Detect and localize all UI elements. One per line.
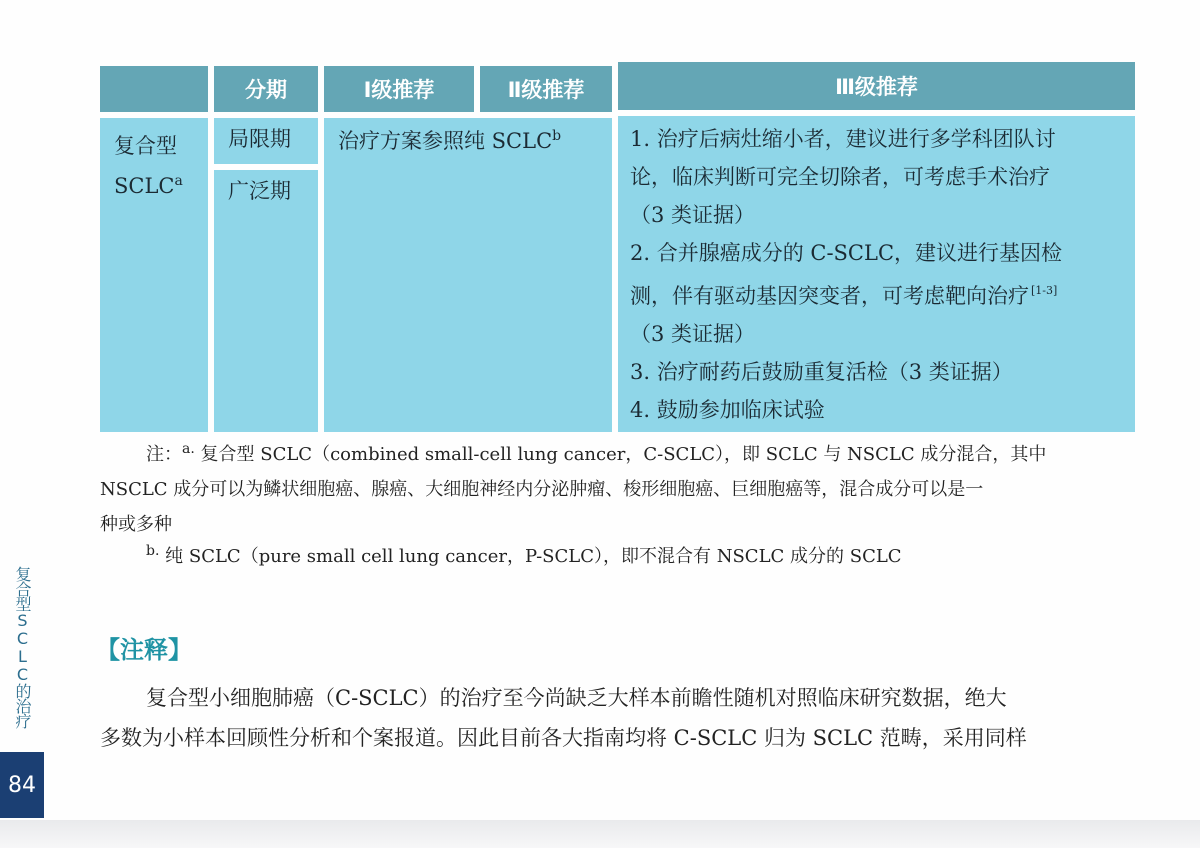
section-paragraph (100, 678, 1140, 758)
cell-level1 (324, 118, 612, 432)
type-abbr: SCLC (114, 174, 175, 198)
header-level2: Ⅱ级推荐 (480, 66, 612, 112)
cell-type (100, 118, 208, 432)
level3-line: 3. 治疗耐药后鼓励重复活检（3 类证据） (630, 360, 1013, 384)
level3-line: （3 类证据） (630, 322, 756, 346)
cell-level3 (618, 116, 1135, 432)
note-a (100, 437, 1140, 542)
page-edge-shadow (0, 820, 1200, 848)
note-prefix: 注： (146, 444, 182, 465)
note-a-line2: NSCLC 成分可以为鳞状细胞癌、腺癌、大细胞神经内分泌肿瘤、梭形细胞癌、巨细胞癌等，混合成分可以是一 (100, 479, 984, 500)
header-cell-empty (100, 66, 208, 112)
note-b-mark: b. (146, 543, 160, 559)
note-a-line3: 种或多种 (100, 514, 172, 535)
page-number: 84 (0, 752, 44, 818)
header-level3: Ⅲ级推荐 (618, 62, 1135, 110)
level1-footnote-mark: b (552, 128, 562, 144)
level3-line: 4. 鼓励参加临床试验 (630, 398, 825, 422)
note-a-mark: a. (182, 441, 195, 457)
reference-mark: [1-3] (1031, 284, 1058, 297)
type-footnote-mark: a (174, 173, 183, 189)
paragraph-line: 复合型小细胞肺癌（C-SCLC）的治疗至今尚缺乏大样本前瞻性随机对照临床研究数据，绝大 (146, 686, 1007, 710)
header-level1: Ⅰ级推荐 (324, 66, 474, 112)
type-name: 复合型 (114, 134, 177, 158)
level3-line: 2. 合并腺癌成分的 C-SCLC，建议进行基因检 (630, 241, 1063, 265)
cell-stage-limited: 局限期 (214, 118, 318, 164)
note-a-line1: 注：$^{a.}$ 复合型 SCLC（combined small-cell lung cancer，C-SCLC），即 SCLC 与 NSCLC 成分混合，其中 (146, 441, 1047, 465)
section-title: 【注释】 (96, 636, 192, 664)
note-b: $^{b.}$ 纯 SCLC（pure small cell lung cancer，P-SCLC），即不混合有 NSCLC 成分的 SCLC (146, 543, 902, 567)
level3-line-text: 测，伴有驱动基因突变者，可考虑靶向治疗 (630, 284, 1029, 308)
level3-line: 1. 治疗后病灶缩小者，建议进行多学科团队讨 (630, 127, 1056, 151)
level3-line: 论，临床判断可完全切除者，可考虑手术治疗 (630, 165, 1050, 189)
chapter-title-vertical: 复合型SCLC的治疗 (13, 566, 32, 728)
level3-line: （3 类证据） (630, 203, 756, 227)
level1-text: 治疗方案参照纯 SCLC (338, 129, 553, 153)
header-stage: 分期 (214, 66, 318, 112)
level3-line (630, 272, 1125, 315)
paragraph-line: 多数为小样本回顾性分析和个案报道。因此目前各大指南均将 C-SCLC 归为 SCLC 范畴，采用同样 (100, 726, 1027, 750)
cell-stage-extensive: 广泛期 (214, 170, 318, 432)
